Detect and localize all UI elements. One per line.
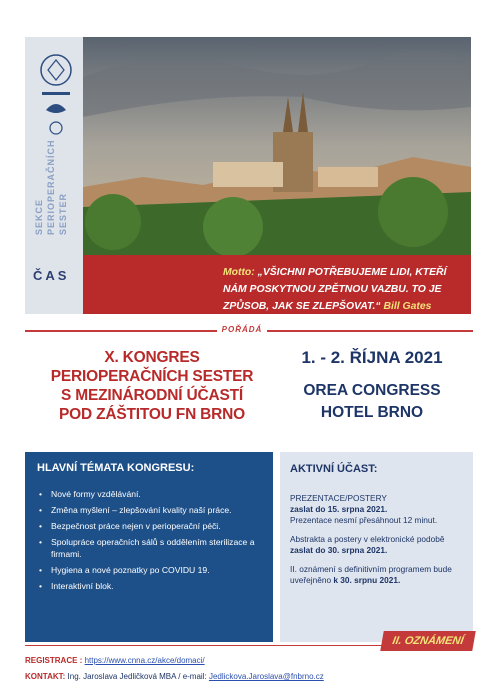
congress-date: 1. - 2. ŘÍJNA 2021 bbox=[301, 348, 443, 367]
organizer-label: POŘÁDÁ bbox=[217, 322, 267, 338]
contact-line bbox=[25, 672, 324, 681]
title-line: S MEZINÁRODNÍ ÚČASTÍ bbox=[60, 387, 243, 404]
venue-line: HOTEL BRNO bbox=[320, 404, 424, 421]
abstracts-text: Abstrakta a postery v elektronické podobě bbox=[290, 534, 445, 544]
list-item: • Bezpečnost práce nejen v perioperační péči. bbox=[37, 520, 261, 532]
active-participation-box bbox=[280, 452, 473, 642]
sidebar-org: ČAS bbox=[33, 268, 70, 283]
presentations-label: PREZENTACE/POSTERY bbox=[290, 493, 387, 503]
themes-list bbox=[37, 488, 261, 592]
title-line: POD ZÁŠTITOU FN BRNO bbox=[58, 406, 246, 423]
active-heading: AKTIVNÍ ÚČAST: bbox=[290, 463, 378, 475]
deadline-1: zaslat do 15. srpna 2021. bbox=[290, 504, 388, 514]
sidebar-text-2: PERIOPERAČNÍCH bbox=[46, 139, 56, 235]
sidebar-text-1: SEKCE bbox=[34, 198, 44, 235]
congress-venue bbox=[272, 380, 472, 424]
title-line: X. KONGRES bbox=[104, 349, 200, 366]
list-item: • Interaktivní blok. bbox=[37, 580, 261, 592]
registration-label: REGISTRACE : bbox=[25, 656, 83, 665]
list-item: • Změna myšlení – zlepšování kvality naší práce. bbox=[37, 504, 261, 516]
motto-label: Motto: bbox=[223, 267, 255, 278]
active-announcement bbox=[290, 564, 463, 586]
venue-line: OREA CONGRESS bbox=[303, 382, 441, 399]
list-item: • Spolupráce operačních sálů s oddělením sterilizace a firmami. bbox=[37, 536, 261, 560]
active-abstracts bbox=[290, 534, 463, 556]
list-item: • Hygiena a nové poznatky po COVIDU 19. bbox=[37, 564, 261, 576]
list-item: • Nové formy vzdělávání. bbox=[37, 488, 261, 500]
registration-line bbox=[25, 656, 205, 665]
contact-name: Ing. Jaroslava Jedličková MBA / e-mail: bbox=[67, 672, 207, 681]
contact-email-link[interactable]: Jedlickova.Jaroslava@fnbrno.cz bbox=[208, 672, 324, 681]
cas-logo-icon bbox=[36, 50, 76, 140]
time-limit: Prezentace nesmí přesáhnout 12 minut. bbox=[290, 515, 438, 525]
sidebar-text-3: SESTER bbox=[58, 192, 68, 235]
brno-cathedral-photo bbox=[83, 37, 471, 255]
congress-title bbox=[40, 348, 264, 424]
themes-heading: HLAVNÍ TÉMATA KONGRESU: bbox=[37, 462, 195, 474]
registration-link[interactable]: https://www.cnna.cz/akce/domaci/ bbox=[84, 656, 205, 665]
active-presentations bbox=[290, 493, 463, 526]
themes-box bbox=[25, 452, 273, 642]
contact-label: KONTAKT: bbox=[25, 672, 66, 681]
deadline-3: k 30. srpnu 2021. bbox=[333, 575, 401, 585]
deadline-2: zaslat do 30. srpna 2021. bbox=[290, 545, 388, 555]
bottom-divider bbox=[25, 645, 383, 646]
motto-author: Bill Gates bbox=[383, 301, 432, 312]
motto-text: „VŠICHNI POTŘEBUJEME LIDI, KTEŘÍ NÁM POSKYTNOU ZPĚTNOU VAZBU. TO JE ZPŮSOB, JAK SE ZLEPŠOVAT.“ bbox=[223, 267, 447, 312]
announce-text: II. oznámení s definitivním programem bude uveřejněno bbox=[290, 564, 452, 585]
motto-box bbox=[83, 255, 471, 314]
announcement-banner: II. OZNÁMENÍ bbox=[380, 631, 476, 651]
title-line: PERIOPERAČNÍCH SESTER bbox=[50, 368, 254, 385]
